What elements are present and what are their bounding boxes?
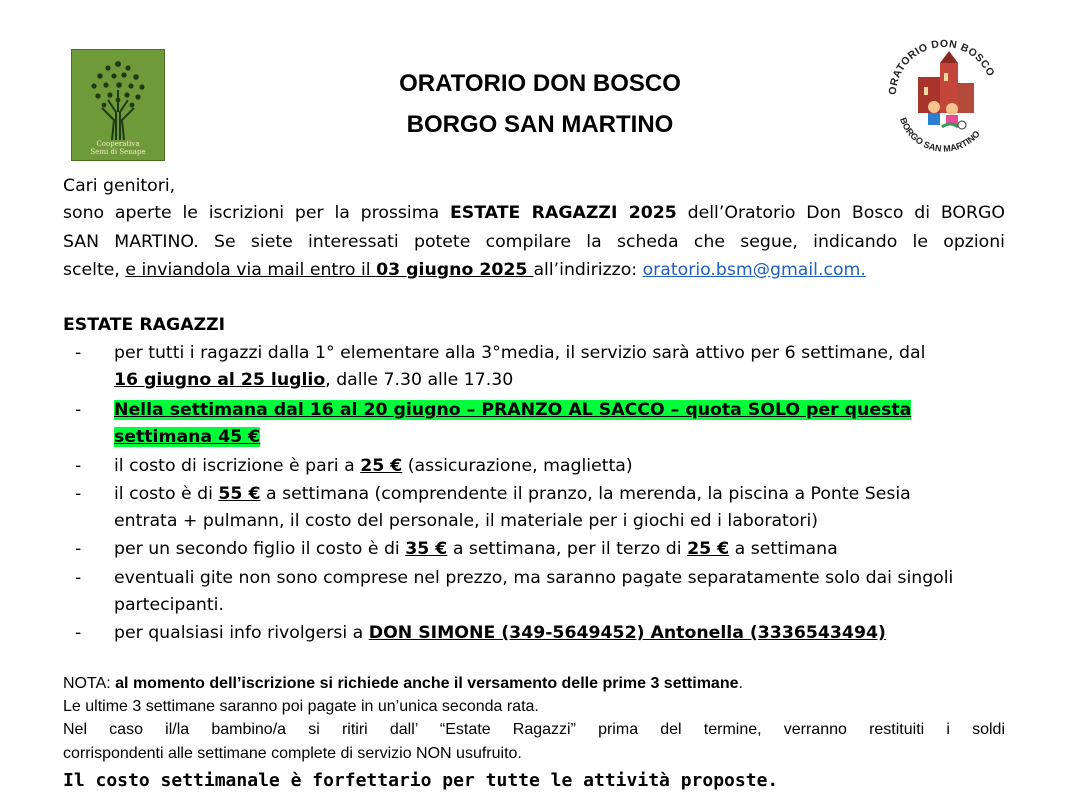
page-title-line1: ORATORIO DON BOSCO [399,70,681,97]
logo-top-text: ORATORIO DON BOSCO [886,37,997,96]
item-3: il costo di iscrizione è pari a 25 € (assicurazione, maglietta) [114,456,633,476]
item-2-line-1: Nella settimana dal 16 al 20 giugno – PRANZO AL SACCO – quota SOLO per questa [114,400,912,420]
intro-line-1: sono aperte le iscrizioni per la prossima ESTATE RAGAZZI 2025 dell’Oratorio Don Bosco di BORGO [63,203,1006,223]
item-4-line-1: il costo è di 55 € a settimana (comprendente il pranzo, la merenda, la piscina a Ponte Sesia [114,484,911,504]
note-3: Nel caso il/la bambino/a si ritiri dall’ “Estate Ragazzi” prima del termine, verranno restituiti i soldi [63,721,1005,738]
church-illustration-icon [918,51,974,129]
note-1: NOTA: al momento dell’iscrizione si richiede anche il versamento delle prime 3 settimane. [63,675,743,692]
cooperativa-logo-text: Cooperativa Semi di Senape [90,140,146,156]
item-1-line-2: 16 giugno al 25 luglio, dalle 7.30 alle 17.30 [114,370,514,390]
item-4-line-2: entrata + pulmann, il costo del personale, il materiale per i giochi ed i laboratori) [114,511,819,531]
intro-line-2: SAN MARTINO. Se siete interessati potete compilare la scheda che segue, indicando le opzioni [63,232,1005,252]
bullet-5: - [75,539,82,559]
cooperativa-logo [71,49,165,161]
note-4: corrispondenti alle settimane complete di servizio NON usufruito. [63,745,522,762]
item-5: per un secondo figlio il costo è di 35 € a settimana, per il terzo di 25 € a settimana [114,539,838,559]
bullet-7: - [75,623,82,643]
intro-line-3: scelte, e inviandola via mail entro il 03 giugno 2025 all’indirizzo: oratorio.bsm@gmail.com. [63,260,866,280]
item-6-line-1: eventuali gite non sono comprese nel prezzo, ma saranno pagate separatamente solo dai singoli [114,568,954,588]
page-title-line2: BORGO SAN MARTINO [406,111,674,138]
bullet-6: - [75,568,82,588]
email-link[interactable]: oratorio.bsm@gmail.com. [642,260,866,280]
oratorio-logo [882,33,1006,165]
bullet-1: - [75,343,82,363]
tree-icon [72,50,164,142]
logo-bottom-text: BORGO SAN MARTINO [898,116,982,154]
section-heading: ESTATE RAGAZZI [63,315,226,335]
bullet-2: - [75,400,82,420]
item-2-line-2: settimana 45 € [114,427,261,447]
bullet-3: - [75,456,82,476]
bullet-4: - [75,484,82,504]
note-2: Le ultime 3 settimane saranno poi pagate in un’unica seconda rata. [63,698,539,715]
note-5: Il costo settimanale è forfettario per tutte le attività proposte. [63,770,779,791]
item-6-line-2: partecipanti. [114,595,224,615]
greeting: Cari genitori, [63,176,176,196]
item-7: per qualsiasi info rivolgersi a DON SIMONE (349-5649452) Antonella (3336543494) [114,623,886,643]
item-1-line-1: per tutti i ragazzi dalla 1° elementare alla 3°media, il servizio sarà attivo per 6 settimane, dal [114,343,926,363]
